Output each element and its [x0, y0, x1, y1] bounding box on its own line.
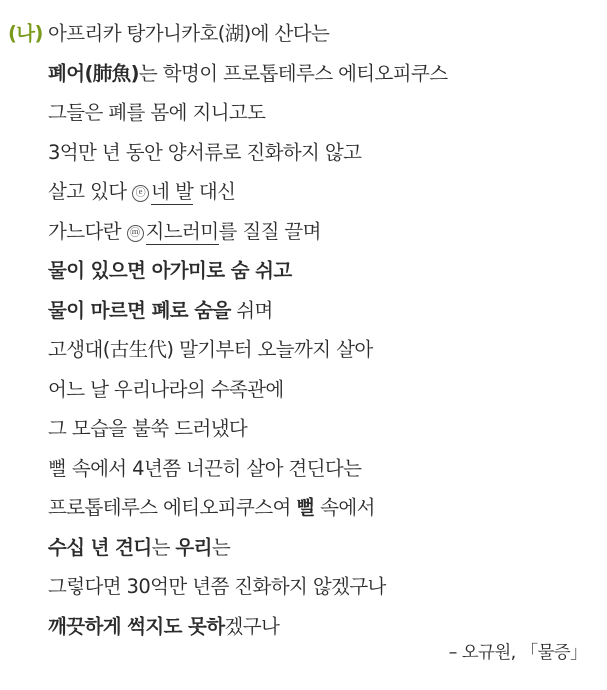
poem-line-6: [48, 218, 321, 246]
poem-line-9: 고생대(古生代) 말기부터 오늘까지 살아: [48, 338, 373, 361]
source-citation: – 오규원, 「물증」: [448, 643, 587, 663]
line-14-end: 는: [211, 536, 231, 559]
poem-line-12: 뻘 속에서 4년쯤 너끈히 살아 견딘다는: [48, 457, 362, 480]
line-14-bold-1: 수십 년 견디: [48, 536, 152, 559]
line-2-rest: 는 학명이 프로톱테루스 에티오피쿠스: [138, 62, 448, 85]
line-8-end: 쉬며: [230, 299, 273, 322]
line-16-end: 겠구나: [224, 615, 280, 638]
underlined-four-legs: 네 발: [151, 180, 194, 203]
poem-line-16: [48, 613, 279, 641]
poem-line-13: [48, 494, 375, 522]
underlined-fins: 지느러미: [145, 220, 219, 243]
poem-line-8: [48, 297, 273, 325]
line-14-mid: 는: [151, 536, 176, 559]
bold-lungfish: 폐어(肺魚): [48, 62, 139, 85]
line-8-bold: 물이 마르면 폐로 숨을: [48, 299, 231, 322]
line-5-start: 살고 있다: [48, 180, 133, 203]
line-5-end: 대신: [193, 180, 236, 203]
line-13-start: 프로톱테루스 에티오피쿠스여: [48, 496, 297, 519]
poem-line-2: [48, 60, 448, 88]
circled-mark-m: ⓜ: [127, 225, 144, 242]
line-6-end: 를 질질 끌며: [218, 220, 321, 243]
line-6-start: 가느다란: [48, 220, 127, 243]
poem-line-1: 아프리카 탕가니카호(湖)에 산다는: [48, 22, 330, 45]
line-13-end: 속에서: [314, 496, 375, 519]
poem-line-10: 어느 날 우리나라의 수족관에: [48, 378, 284, 401]
poem-line-7: 물이 있으면 아가미로 숨 쉬고: [48, 259, 292, 282]
line-14-bold-2: 우리: [175, 536, 212, 559]
bold-mud: 뻘: [296, 496, 315, 519]
poem-line-15: 그렇다면 30억만 년쯤 진화하지 않겠구나: [48, 575, 386, 598]
poem-line-11: 그 모습을 불쑥 드러냈다: [48, 417, 248, 440]
line-16-bold: 깨끗하게 썩지도 못하: [48, 615, 225, 638]
poem-line-14: [48, 534, 230, 562]
poem-line-5: [48, 178, 235, 206]
passage-label: (나): [8, 22, 43, 45]
poem-line-3: 그들은 폐를 몸에 지니고도: [48, 101, 266, 124]
poem-line-4: 3억만 년 동안 양서류로 진화하지 않고: [48, 141, 362, 164]
circled-mark-e: ⓔ: [132, 185, 149, 202]
